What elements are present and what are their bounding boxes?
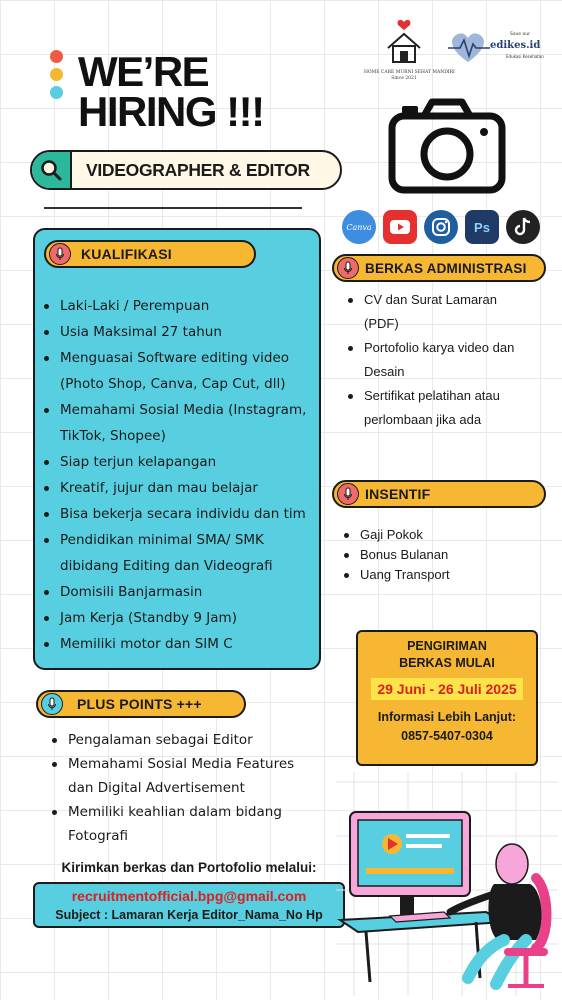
- role-title: VIDEOGRAPHER & EDITOR: [86, 159, 310, 180]
- list-item: Memiliki keahlian dalam bidang: [52, 800, 332, 824]
- house-heart-icon: [382, 18, 426, 66]
- canva-label: Canva: [346, 222, 372, 232]
- list-item: Sertifikat pelatihan atau: [348, 384, 548, 408]
- list-item: Memahami Sosial Media Features: [52, 752, 332, 776]
- insentif-title: INSENTIF: [365, 486, 431, 502]
- logo2-tag: Edukasi Kesehatan: [506, 54, 544, 59]
- list-item-cont: Fotografi: [68, 828, 128, 844]
- homecare-logo: [364, 18, 455, 96]
- kualifikasi-list: [44, 293, 316, 657]
- pengiriman-dates: 29 Juni - 26 Juli 2025: [371, 678, 522, 700]
- list-item-cont: Desain: [364, 364, 405, 379]
- role-bar: [30, 150, 342, 190]
- instagram-icon: [424, 210, 458, 244]
- divider: [44, 207, 302, 209]
- dot-yellow: [50, 68, 63, 81]
- photoshop-icon: [465, 210, 499, 244]
- canva-icon: [342, 210, 376, 244]
- list-item: Portofolio karya video dan: [348, 336, 548, 360]
- dot-cyan: [50, 86, 63, 99]
- list-item: Gaji Pokok: [344, 525, 524, 545]
- insentif-list: [344, 525, 524, 585]
- email-link[interactable]: recruitmentofficial.bpg@gmail.com: [71, 888, 307, 904]
- list-item-cont: perlombaan jika ada: [364, 412, 482, 427]
- list-item: Domisili Banjarmasin: [44, 579, 316, 605]
- plus-points-title: PLUS POINTS +++: [77, 696, 202, 712]
- email-subject: Subject : Lamaran Kerja Editor_Nama_No Hp: [55, 908, 323, 922]
- list-item-cont: dibidang Editing dan Videografi: [60, 558, 273, 574]
- list-item: Kreatif, jujur dan mau belajar: [44, 475, 316, 501]
- list-item-cont: TikTok, Shopee): [60, 428, 166, 444]
- list-item: Usia Maksimal 27 tahun: [44, 319, 316, 345]
- berkas-list: [348, 288, 548, 432]
- headline-line2: HIRING !!!: [78, 88, 264, 135]
- list-item: Laki-Laki / Perempuan: [44, 293, 316, 319]
- youtube-icon: [383, 210, 417, 244]
- camera-icon: [388, 96, 506, 196]
- plus-points-header: [36, 690, 246, 718]
- tiktok-icon: [506, 210, 540, 244]
- headline-line1: WE’RE: [78, 48, 209, 95]
- berkas-header: [332, 254, 546, 282]
- logo1-since: Since 2021: [391, 76, 417, 81]
- list-item: Memiliki motor dan SIM C: [44, 631, 316, 657]
- list-item-cont: (Photo Shop, Canva, Cap Cut, dll): [60, 376, 286, 392]
- pengiriman-line2: BERKAS MULAI: [399, 656, 495, 670]
- list-item: Memahami Sosial Media (Instagram,: [44, 397, 316, 423]
- email-box: [33, 882, 345, 928]
- list-item: Pengalaman sebagai Editor: [52, 728, 332, 752]
- list-item: CV dan Surat Lamaran: [348, 288, 548, 312]
- list-item: Bonus Bulanan: [344, 545, 524, 565]
- insentif-header: [332, 480, 546, 508]
- person-at-computer-illustration: [336, 772, 558, 996]
- logo1-caption: HOME CARE MURNI SEHAT MANDIRI: [364, 70, 455, 75]
- dot-red: [50, 50, 63, 63]
- list-item: Uang Transport: [344, 565, 524, 585]
- heart-pulse-icon: [446, 30, 490, 66]
- logo2-small: Save our: [510, 32, 530, 37]
- decorative-dots: [50, 50, 64, 100]
- list-item-cont: (PDF): [364, 316, 399, 331]
- plus-points-list: [52, 728, 332, 848]
- list-item: Jam Kerja (Standby 9 Jam): [44, 605, 316, 631]
- photoshop-label: Ps: [474, 219, 490, 235]
- microphone-icon: [337, 483, 359, 505]
- headline: [78, 48, 264, 135]
- pengiriman-box: [356, 630, 538, 766]
- microphone-icon: [337, 257, 359, 279]
- logo2-brand: edikes.id: [490, 40, 541, 51]
- info-label: Informasi Lebih Lanjut:: [377, 710, 517, 724]
- phone-number: 0857-5407-0304: [401, 729, 493, 743]
- microphone-icon: [41, 693, 63, 715]
- list-item: Siap terjun kelapangan: [44, 449, 316, 475]
- pengiriman-line1: PENGIRIMAN: [407, 639, 487, 653]
- edikes-logo: [446, 30, 546, 70]
- list-item: Menguasai Software editing video: [44, 345, 316, 371]
- berkas-title: BERKAS ADMINISTRASI: [365, 260, 527, 276]
- app-icons: [342, 210, 540, 246]
- list-item: Pendidikan minimal SMA/ SMK: [44, 527, 316, 553]
- kualifikasi-header: [44, 240, 256, 268]
- list-item-cont: dan Digital Advertisement: [68, 780, 245, 796]
- microphone-icon: [49, 243, 71, 265]
- search-icon: [32, 152, 72, 188]
- list-item: Bisa bekerja secara individu dan tim: [44, 501, 316, 527]
- kualifikasi-title: KUALIFIKASI: [81, 246, 172, 262]
- contact-intro: Kirimkan berkas dan Portofolio melalui:: [61, 860, 317, 875]
